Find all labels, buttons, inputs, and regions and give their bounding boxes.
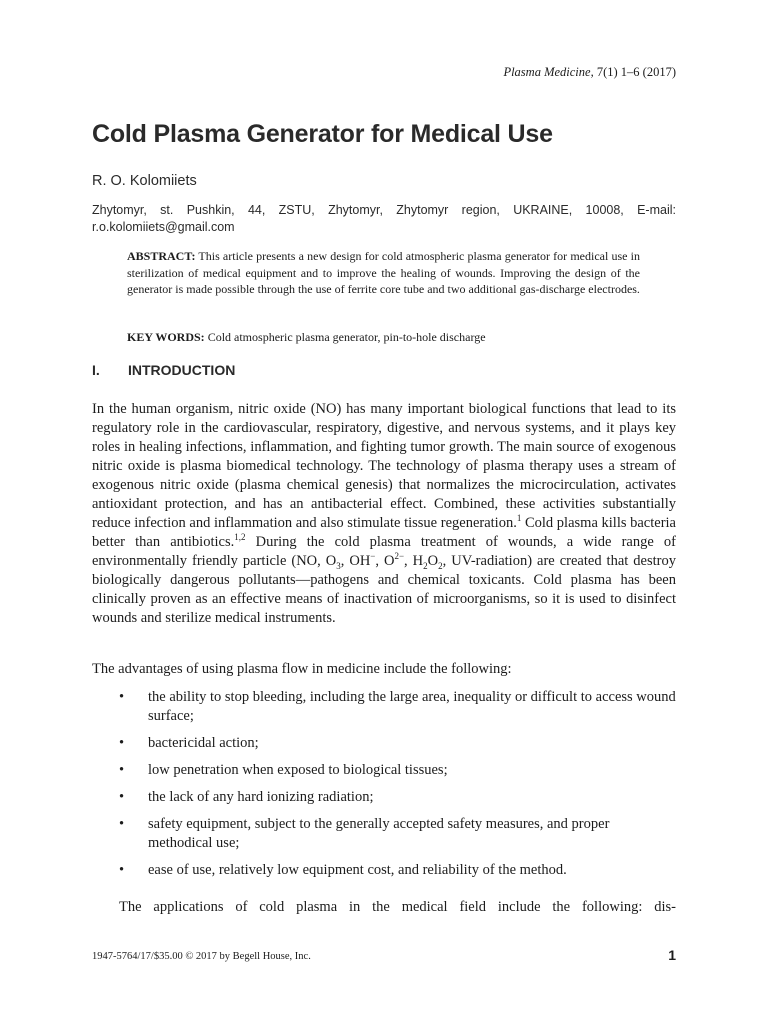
section-number: I. <box>92 362 100 378</box>
bullet: • <box>119 789 125 805</box>
intro-text: Cold plasma kills bacteria better than antibiotics. <box>92 515 676 550</box>
subscript: 3 <box>336 560 341 571</box>
list-item <box>92 761 676 780</box>
bullet: • <box>119 735 125 751</box>
keywords-label: KEY WORDS: <box>127 330 205 344</box>
journal-issue: 7(1) 1–6 (2017) <box>593 65 676 79</box>
bullet: • <box>119 762 125 778</box>
intro-body <box>92 400 676 628</box>
intro-text: In the human organism, nitric oxide (NO) has many important biological functions that lead to its regulatory role in the cardiovascular, respiratory, digestive, and nervous systems, and it plays key roles in healing infections, inflammation, and fighting tumor growth. The main source of exogenous nitric oxide is plasma biomedical technology. The technology of plasma therapy uses a stream of exogenous nitric oxide (plasma chemical genesis) that normalizes the microcirculation, activates antioxidant protection, and has an antibacterial effect. Combined, these activities substantially reduce infection and inflammation and also stimulate tissue regeneration. <box>92 401 676 531</box>
list-item-text: safety equipment, subject to the generally accepted safety measures, and proper methodical use; <box>148 816 610 851</box>
abstract-text: This article presents a new design for cold atmospheric plasma generator for medical use in sterilization of medical equipment and to improve the healing of wounds. Improving the design of the generator is made possible through the use of ferrite core tube and two additional gas-discharge electrodes. <box>127 249 640 296</box>
list-item-text: the lack of any hard ionizing radiation; <box>148 789 374 805</box>
abstract <box>127 248 640 298</box>
advantages-list <box>92 688 676 888</box>
abstract-label: ABSTRACT: <box>127 249 196 263</box>
intro-text: , UV-radiation) are created that destroy biologically dangerous pollutants—pathogens and chemical toxicants. Cold plasma has been clinically proven as an effective means of inactivation of microorganisms, so it is used to disinfect wounds and sterilize medical instruments. <box>92 553 676 626</box>
list-item <box>92 734 676 753</box>
list-item <box>92 815 676 853</box>
section-title: INTRODUCTION <box>128 362 236 378</box>
list-item-text: the ability to stop bleeding, including the large area, inequality or difficult to access wound surface; <box>148 689 676 724</box>
affiliation: Zhytomyr, st. Pushkin, 44, ZSTU, Zhytomyr, Zhytomyr region, UKRAINE, 10008, E-mail: r.o.kolomiiets@gmail.com <box>92 203 676 234</box>
bullet: • <box>119 689 125 705</box>
reference-mark: 1 <box>516 513 522 524</box>
keywords <box>127 329 640 346</box>
bullet: • <box>119 816 125 832</box>
list-item-text: bactericidal action; <box>148 735 259 751</box>
list-item-text: low penetration when exposed to biological tissues; <box>148 762 448 778</box>
keywords-text: Cold atmospheric plasma generator, pin-to-hole discharge <box>204 330 486 344</box>
superscript: − <box>370 551 376 562</box>
intro-text: , O <box>375 553 395 569</box>
journal-name: Plasma Medicine, <box>503 65 594 79</box>
intro-text: O <box>427 553 439 569</box>
section-heading <box>92 362 235 378</box>
intro-paragraph <box>92 400 676 628</box>
advantages-lead: The advantages of using plasma flow in medicine include the following: <box>92 661 512 677</box>
applications-paragraph: The applications of cold plasma in the medical field include the following: dis- <box>119 899 676 915</box>
list-item <box>92 688 676 726</box>
author-name: R. O. Kolomiiets <box>92 173 197 189</box>
list-item-text: ease of use, relatively low equipment cost, and reliability of the method. <box>148 862 567 878</box>
list-item <box>92 861 676 880</box>
intro-text: During the cold plasma treatment of wounds, a wide range of environmentally friendly particle (NO, O <box>92 534 676 569</box>
subscript: 2 <box>438 560 443 571</box>
paper-title: Cold Plasma Generator for Medical Use <box>92 120 553 148</box>
page-number: 1 <box>668 947 676 963</box>
bullet: • <box>119 862 125 878</box>
intro-text: , H <box>404 553 424 569</box>
subscript: 2 <box>423 560 428 571</box>
list-item <box>92 788 676 807</box>
intro-text: , OH <box>340 553 371 569</box>
superscript: 2− <box>394 551 405 562</box>
journal-citation <box>503 65 676 80</box>
footer-copyright: 1947-5764/17/$35.00 © 2017 by Begell House, Inc. <box>92 951 311 962</box>
reference-mark: 1,2 <box>234 532 246 543</box>
